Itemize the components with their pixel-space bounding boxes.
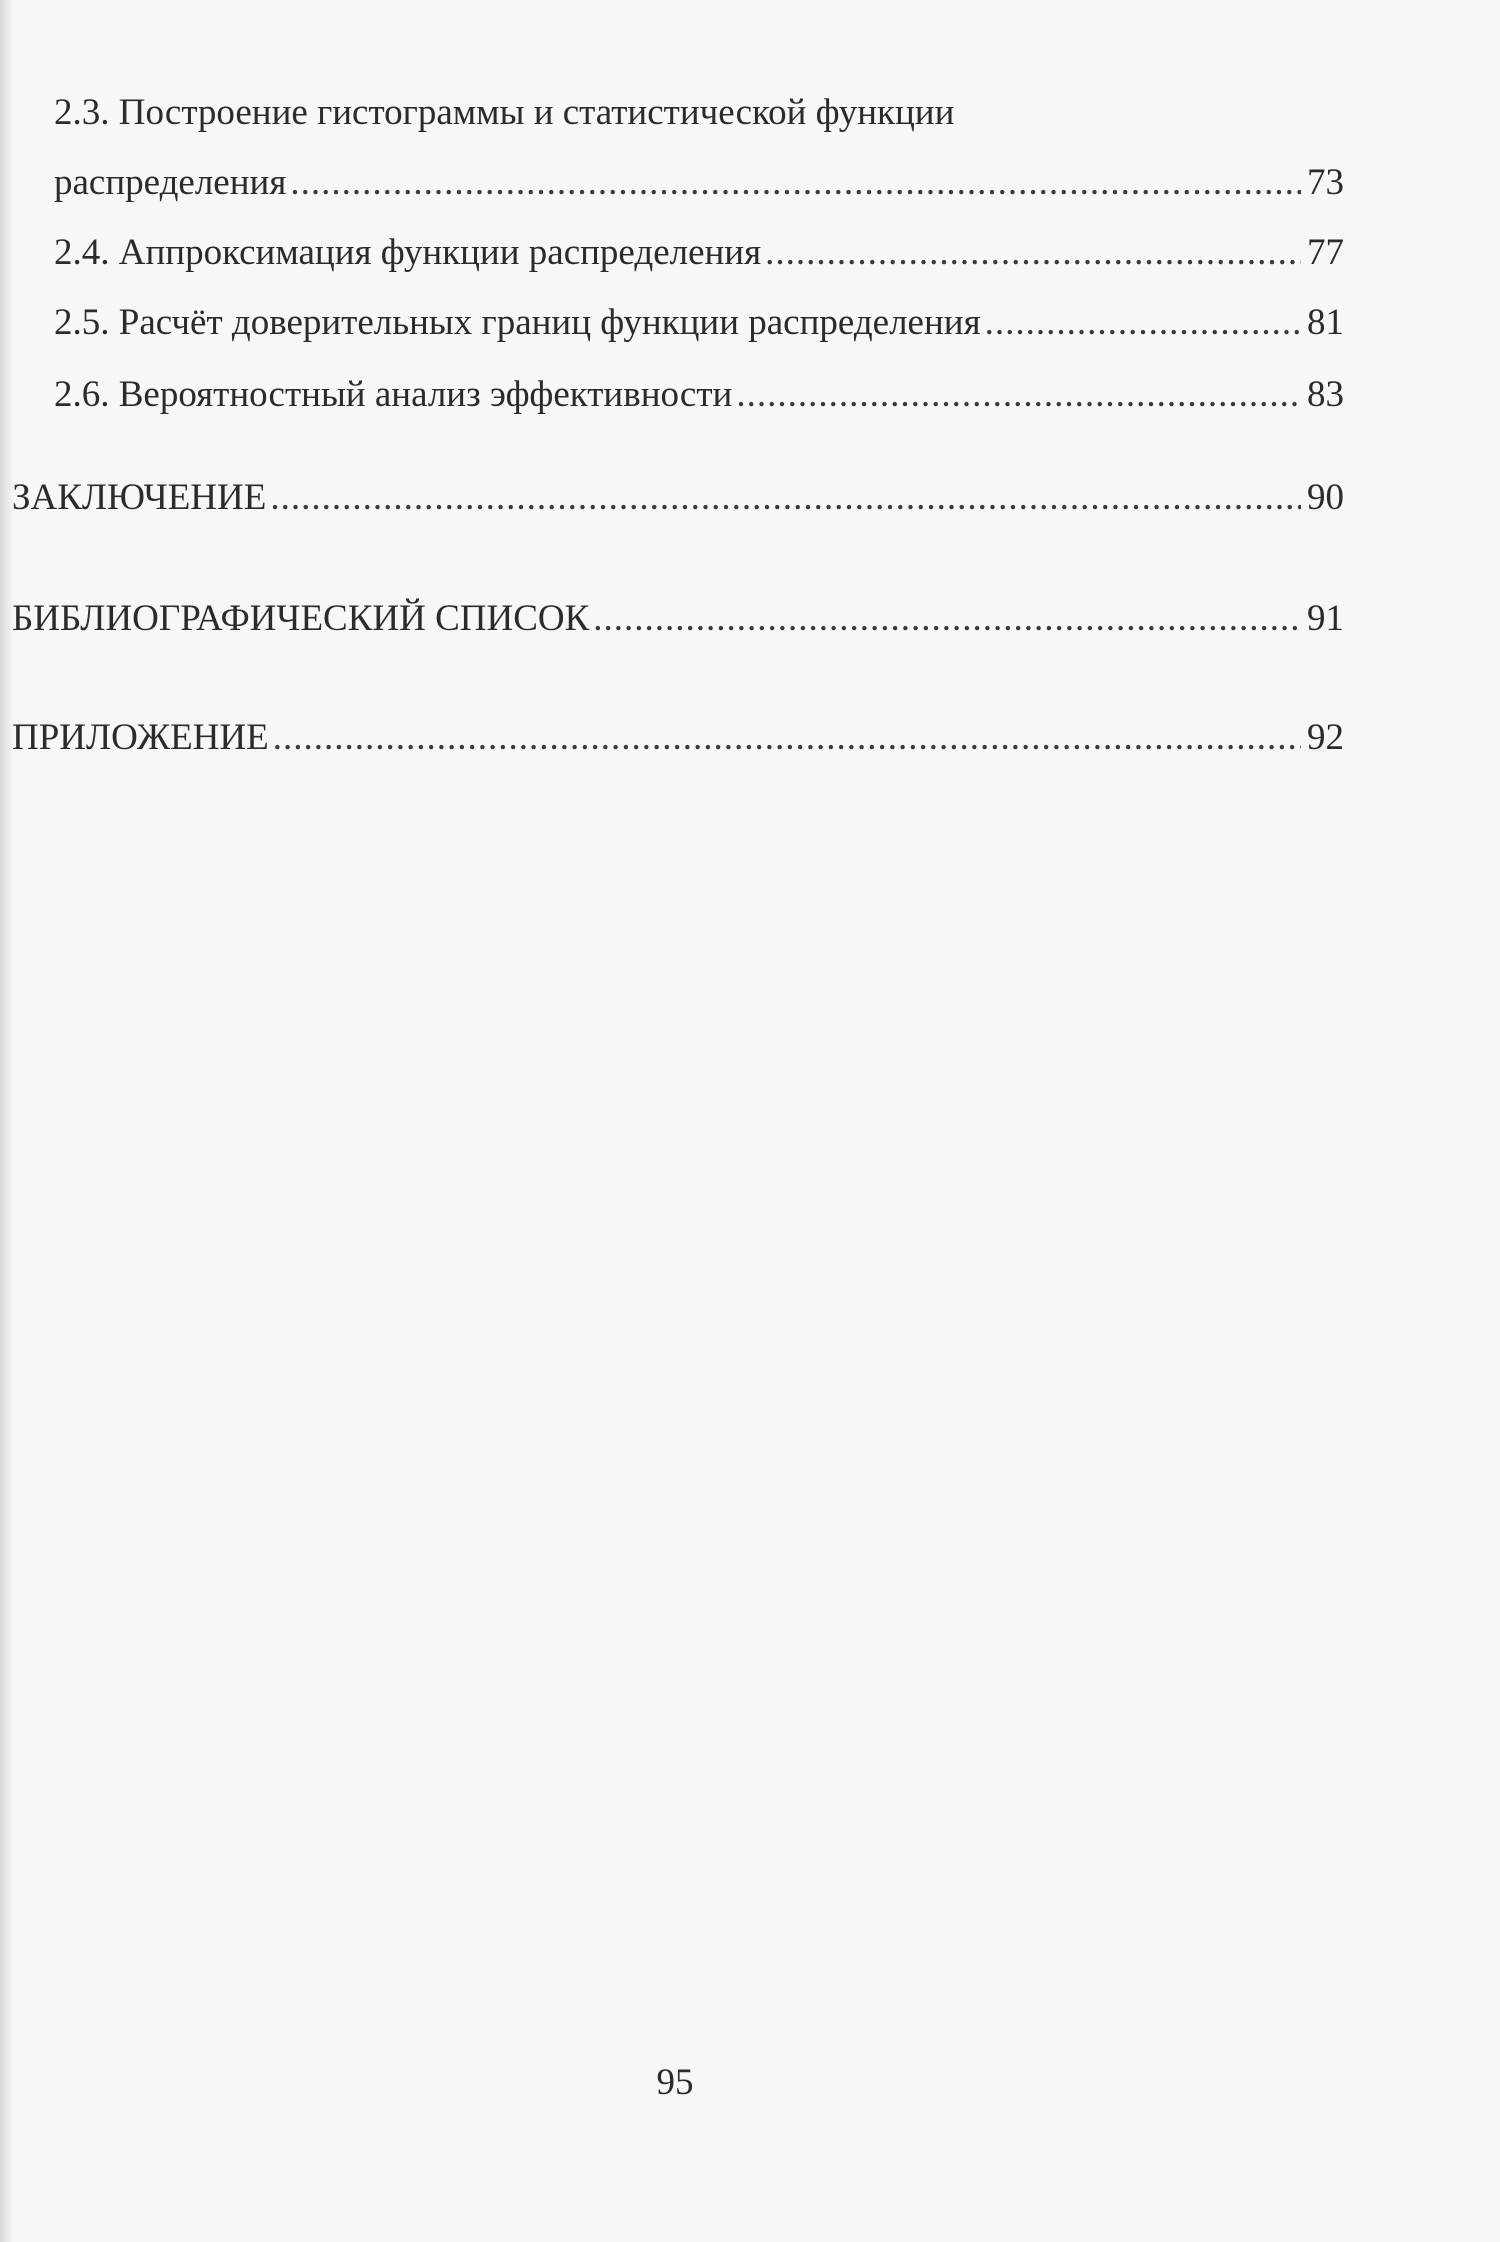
toc-entry-conclusion[interactable] bbox=[12, 475, 1344, 521]
toc-entry-bibliography[interactable] bbox=[12, 596, 1344, 642]
toc-page-number: 90 bbox=[1307, 477, 1344, 518]
toc-entry-title: 2.6. Вероятностный анализ эффективности bbox=[54, 374, 733, 415]
dot-leader bbox=[736, 372, 1301, 418]
toc-page-number: 91 bbox=[1307, 598, 1344, 639]
dot-leader bbox=[765, 230, 1301, 276]
toc-entry-2-3[interactable] bbox=[54, 160, 1344, 206]
toc-entry-2-6[interactable] bbox=[54, 372, 1344, 418]
dot-leader bbox=[270, 475, 1301, 521]
dot-leader bbox=[273, 715, 1301, 761]
page-edge-shadow bbox=[0, 0, 14, 2242]
toc-entry-2-3-line1: 2.3. Построение гистограммы и статистической функции bbox=[54, 92, 955, 133]
dot-leader bbox=[593, 596, 1301, 642]
toc-page-number: 73 bbox=[1307, 162, 1344, 203]
page-number: 95 bbox=[656, 2062, 694, 2103]
toc-entry-title: ЗАКЛЮЧЕНИЕ bbox=[12, 477, 267, 518]
toc-entry-title: 2.5. Расчёт доверительных границ функции распределения bbox=[54, 302, 981, 343]
toc-page-number: 77 bbox=[1307, 232, 1344, 273]
toc-page-number: 81 bbox=[1307, 302, 1344, 343]
toc-entry-title: БИБЛИОГРАФИЧЕСКИЙ СПИСОК bbox=[12, 598, 590, 639]
toc-page-number: 83 bbox=[1307, 374, 1344, 415]
dot-leader bbox=[985, 300, 1301, 346]
toc-entry-2-4[interactable] bbox=[54, 230, 1344, 276]
toc-entry-title: ПРИЛОЖЕНИЕ bbox=[12, 717, 269, 758]
toc-entry-2-5[interactable] bbox=[54, 300, 1344, 346]
toc-entry-appendix[interactable] bbox=[12, 715, 1344, 761]
toc-page-number: 92 bbox=[1307, 717, 1344, 758]
dot-leader bbox=[290, 160, 1301, 206]
toc-entry-title: 2.4. Аппроксимация функции распределения bbox=[54, 232, 762, 273]
toc-entry-title: распределения bbox=[54, 162, 287, 203]
